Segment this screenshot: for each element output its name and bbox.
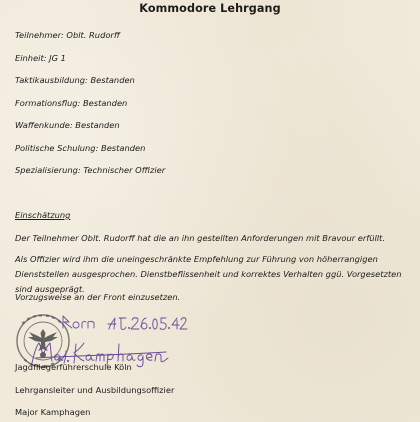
position-line: Lehrgansleiter und Ausbildungsoffizier [15,385,175,395]
unit-field: Einheit: JG 1 [15,53,66,63]
school-line: Jagdfliegerführerschule Köln [15,362,132,372]
weapons-knowledge-field: Waffenkunde: Bestanden [15,120,120,130]
participant-field: Teilnehmer: Oblt. Rudorff [15,30,120,40]
assessment-heading: Einschätzung [15,210,71,220]
assessment-paragraph-2: Als Offizier wird ihm die uneingeschränkte Empfehlung zur Führung von höherrangigen Dienststellen ausgesprochen. Dienstbeflissenheit und korrektes Verhalten ggü. Vorgesetzten sind ausgeprägt. [15,254,402,294]
formation-flight-field: Formationsflug: Bestanden [15,98,128,108]
assessment-paragraph-3: Vorzugsweise an der Front einzusetzen. [15,292,181,302]
handwritten-signature-date [28,308,188,368]
political-training-field: Politische Schulung: Bestanden [15,143,146,153]
assessment-paragraph-1: Der Teilnehmer Oblt. Rudorff hat die an ihn gestellten Anforderungen mit Bravour erfüllt. [15,233,385,243]
specialization-field: Spezialisierung: Technischer Offizier [15,165,166,175]
document-title: Kommodore Lehrgang [139,2,281,15]
officer-name-line: Major Kamphagen [15,407,91,417]
tactics-training-field: Taktikausbildung: Bestanden [15,75,135,85]
